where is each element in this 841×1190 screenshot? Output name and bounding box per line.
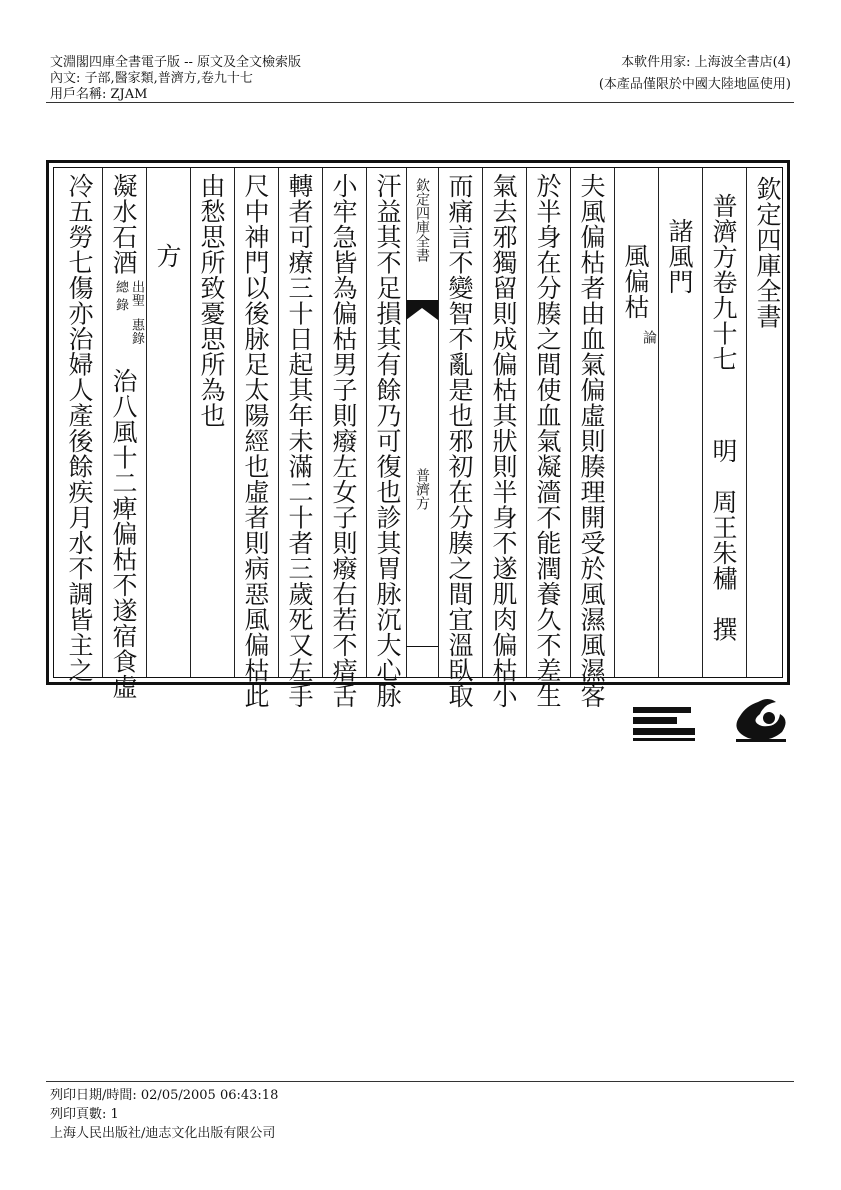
text-column: 小牢急皆為偏枯男子則癈左女子則癈右若不瘖舌 bbox=[329, 173, 358, 709]
column-divider bbox=[278, 168, 279, 677]
fishtail-mark bbox=[406, 300, 438, 326]
column-divider bbox=[658, 168, 659, 677]
column-divider bbox=[570, 168, 571, 677]
author-line: 明 周王朱橚 撰 bbox=[709, 438, 738, 642]
text-column: 由愁思所致憂思所為也 bbox=[197, 173, 226, 428]
edition-title: 文淵閣四庫全書電子版 -- 原文及全文檢索版 bbox=[50, 55, 302, 70]
print-datetime: 列印日期/時間: 02/05/2005 06:43:18 bbox=[50, 1088, 279, 1103]
column-divider bbox=[102, 168, 103, 677]
column-divider bbox=[438, 168, 439, 677]
topic-note: 論 bbox=[641, 330, 657, 344]
recipe-heading: 方 bbox=[153, 243, 182, 269]
recipe-name: 凝水石酒 bbox=[109, 173, 138, 275]
column-divider bbox=[746, 168, 747, 677]
text-column: 尺中神門以後脉足太陽經也虛者則病惡風偏枯此 bbox=[241, 173, 270, 709]
column-divider bbox=[322, 168, 323, 677]
region-notice: (本產品僅限於中國大陸地區使用) bbox=[598, 77, 791, 92]
footer-rule bbox=[46, 1081, 794, 1082]
recipe-source-note: 總 bbox=[113, 280, 128, 294]
column-divider bbox=[190, 168, 191, 677]
volume-title: 普濟方卷九十七 bbox=[709, 193, 738, 372]
column-divider bbox=[482, 168, 483, 677]
text-frame bbox=[46, 160, 790, 709]
footer bbox=[50, 1087, 278, 1144]
book-title-column: 欽定四庫全書 bbox=[753, 176, 782, 329]
column-divider bbox=[702, 168, 703, 677]
text-column: 汗益其不足損其有餘乃可復也診其胃脉沉大心脉 bbox=[373, 173, 402, 709]
text-frame-inner bbox=[53, 167, 783, 709]
text-column: 轉者可療三十日起其年未滿二十者三歲死又左手 bbox=[285, 173, 314, 709]
licensee: 本軟件用家: 上海波全書店(4) bbox=[621, 55, 791, 70]
column-divider bbox=[406, 168, 407, 677]
user-name: 用戶名稱: ZJAM bbox=[50, 87, 148, 102]
column-divider bbox=[366, 168, 367, 677]
header-right bbox=[599, 55, 791, 93]
header-left bbox=[50, 55, 301, 103]
text-column: 而痛言不變智不亂是也邪初在分腠之間宜溫臥取 bbox=[445, 173, 474, 709]
print-pages: 列印頁數: 1 bbox=[50, 1107, 119, 1122]
recipe-source-note: 惠錄 bbox=[129, 318, 144, 345]
recipe-source-note: 出聖 bbox=[129, 280, 144, 307]
recipe-source-note: 錄 bbox=[113, 298, 128, 312]
column-divider bbox=[614, 168, 615, 677]
content-path: 內文: 子部,醫家類,普濟方,卷九十七 bbox=[50, 71, 253, 86]
section-heading: 諸風門 bbox=[665, 218, 694, 295]
publisher: 上海人民出版社/迪志文化出版有限公司 bbox=[50, 1126, 276, 1141]
centre-book-title: 欽定四庫全書 bbox=[414, 178, 430, 262]
column-divider bbox=[146, 168, 147, 677]
topic-heading: 風偏枯 bbox=[621, 243, 650, 320]
text-column: 於半身在分腠之間使血氣凝濇不能潤養久不差生 bbox=[533, 173, 562, 709]
publisher-logo bbox=[630, 696, 800, 748]
text-column: 夫風偏枯者由血氣偏虛則腠理開受於風濕風濕客 bbox=[577, 173, 606, 709]
header-rule bbox=[46, 102, 794, 103]
column-divider bbox=[234, 168, 235, 677]
column-divider bbox=[526, 168, 527, 677]
text-column: 氣去邪獨留則成偏枯其狀則半身不遂肌肉偏枯小 bbox=[489, 173, 518, 709]
text-column: 治八風十二痺偏枯不遂宿食虛 bbox=[109, 368, 138, 700]
fold-line bbox=[406, 646, 438, 647]
text-column: 冷五勞七傷亦治婦人產後餘疾月水不調皆主之 bbox=[65, 173, 94, 683]
centre-volume-title: 普濟方 bbox=[414, 468, 430, 510]
